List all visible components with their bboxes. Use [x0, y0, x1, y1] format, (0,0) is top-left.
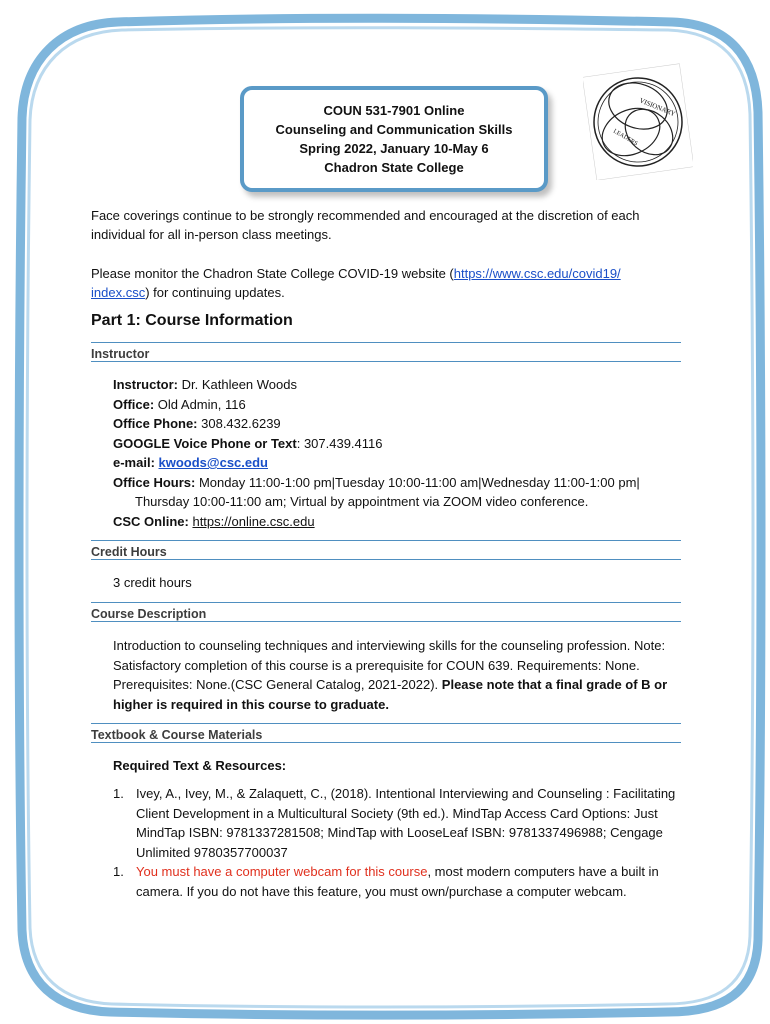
covid-note-text: Please monitor the Chadron State College COVID-19 website (: [91, 266, 454, 281]
visionary-leaders-seal-logo: [583, 62, 693, 180]
covid-note-end: ) for continuing updates.: [145, 285, 285, 300]
list-item: 1. You must have a computer webcam for this course, most modern computers have a built in camera. If you do not have this feature, you must own/purchase a computer webcam.: [113, 864, 659, 899]
textbook-list: [113, 784, 683, 901]
credit-hours-heading: Credit Hours: [91, 540, 681, 560]
course-header: [240, 86, 548, 192]
face-coverings-note: Face coverings continue to be strongly recommended and encouraged at the discretion of each individual for all in-person class meetings.: [91, 208, 640, 242]
csc-online-row: CSC Online: https://online.csc.edu: [113, 513, 315, 529]
required-text-subheading: Required Text & Resources:: [113, 758, 287, 773]
email-link[interactable]: kwoods@csc.edu: [158, 455, 268, 470]
covid-note: [91, 264, 681, 302]
course-description-heading: Course Description: [91, 602, 681, 622]
seal-text-mid: LEADERS: [612, 128, 639, 148]
covid-link-b[interactable]: index.csc: [91, 285, 146, 300]
textbook-heading: Textbook & Course Materials: [91, 723, 681, 743]
college-name: Chadron State College: [324, 160, 464, 175]
seal-text-top: VISIONARY: [638, 96, 677, 119]
webcam-warning: You must have a computer webcam for this course: [136, 864, 428, 879]
part1-title: Part 1: Course Information: [91, 312, 293, 329]
office-hours-row: Office Hours: Monday 11:00-1:00 pm|Tuesday 10:00-11:00 am|Wednesday 11:00-1:00 pm| Thursday 10:00-11:00 am; Virtual by appointment via ZOOM video conference.: [113, 474, 640, 509]
credit-hours-value: 3 credit hours: [113, 575, 192, 590]
course-code: COUN 531-7901 Online: [323, 103, 465, 118]
instructor-name-row: Instructor: Dr. Kathleen Woods: [113, 377, 297, 392]
office-phone-row: Office Phone: 308.432.6239: [113, 416, 281, 431]
google-voice-row: GOOGLE Voice Phone or Text: 307.439.4116: [113, 435, 383, 451]
csc-online-link[interactable]: https://online.csc.edu: [192, 513, 315, 529]
email-row: e-mail: kwoods@csc.edu: [113, 455, 268, 470]
course-term: Spring 2022, January 10-May 6: [299, 141, 489, 156]
office-row: Office: Old Admin, 116: [113, 396, 246, 412]
instructor-heading: Instructor: [91, 342, 681, 362]
instructor-details: [113, 375, 693, 531]
covid-link-a[interactable]: https://www.csc.edu/covid19/: [453, 266, 621, 281]
grade-requirement: Please note that a final grade of B or higher is required in this course to graduate.: [113, 677, 668, 712]
course-title: Counseling and Communication Skills: [275, 122, 513, 137]
course-description-text: Introduction to counseling techniques and interviewing skills for the counseling profession. Note: Satisfactory completion of this course is a prerequisite for COUN 639. Requirements: None. Prerequisites: None.(CSC General Catalog, 2021-2022). Please note that a final grade of B or higher is required in this course to graduate.: [113, 638, 668, 712]
list-item: 1. Ivey, A., Ivey, M., & Zalaquett, C., (2018). Intentional Interviewing and Counseling : Facilitating Client Development in a Multicultural Society (9th ed.). MindTap Access Card Options: Just MindTap ISBN: 9781337281508; MindTap with LooseLeaf ISBN: 9781337496988; Cengage Unlimited 9780357700037: [113, 786, 676, 860]
